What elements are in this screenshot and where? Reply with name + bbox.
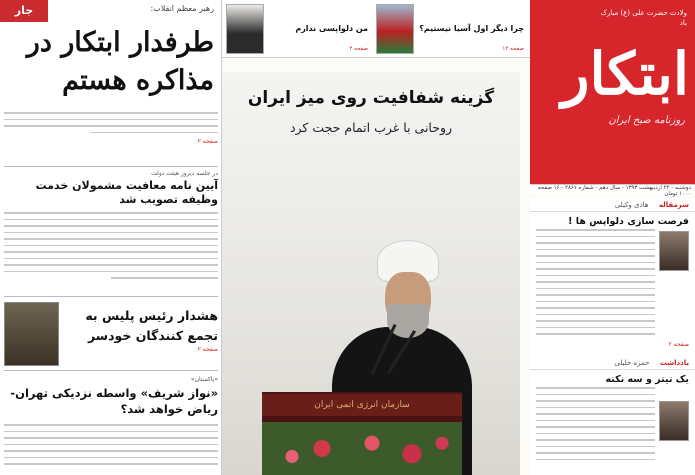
newspaper-logo[interactable]: ابتکار bbox=[561, 40, 689, 108]
lead-headline[interactable]: طرفدار ابتکار در مذاکره هستم bbox=[26, 27, 214, 96]
teaser-right[interactable] bbox=[376, 4, 526, 54]
story-conscription[interactable] bbox=[4, 170, 218, 207]
right-column bbox=[530, 198, 695, 475]
hero-story[interactable] bbox=[222, 72, 520, 475]
text-lines bbox=[536, 229, 655, 341]
byline: هادی وکیلی bbox=[614, 201, 649, 209]
story-kicker: «پاکستان» bbox=[190, 376, 218, 383]
lead-page-ref[interactable]: صفحه ۲ bbox=[197, 138, 218, 145]
story-title[interactable]: «نواز شریف» واسطه نزدیکی تهران-ریاض خواهد شد؟ bbox=[10, 386, 218, 416]
note-header bbox=[530, 356, 695, 370]
editorial-body bbox=[536, 229, 689, 341]
masthead bbox=[530, 0, 695, 190]
lead-supra: رهبر معظم انقلاب: bbox=[150, 4, 214, 13]
section-label: سرمقاله bbox=[658, 201, 689, 209]
police-chief-photo bbox=[4, 302, 59, 366]
section-label: یادداشت bbox=[659, 359, 689, 367]
teaser-title[interactable]: چرا دیگر اول آسیا نیستیم؟ bbox=[419, 24, 524, 33]
editorial-page-ref[interactable]: صفحه ۲ bbox=[668, 341, 689, 348]
story-conscription-body bbox=[4, 212, 218, 290]
editorial-title[interactable]: فرصت سازی دلواپس ها ! bbox=[568, 216, 689, 227]
teaser-left[interactable] bbox=[226, 4, 376, 54]
divider bbox=[4, 296, 218, 297]
teaser-page-ref: صفحه ۲ bbox=[349, 46, 368, 52]
lead-body bbox=[4, 112, 218, 156]
editorial-header bbox=[530, 198, 695, 212]
story-kicker: در جلسه دیروز هیئت دولت bbox=[151, 170, 218, 177]
teaser-title[interactable]: من دلواپسی ندارم bbox=[295, 24, 368, 33]
note-title[interactable]: یک تیتر و سه نکته bbox=[605, 374, 689, 385]
story-page-ref[interactable]: صفحه ۲ bbox=[197, 346, 218, 353]
story-pakistan-body bbox=[4, 424, 218, 474]
teaser-page-ref: صفحه ۱۲ bbox=[502, 46, 524, 52]
hero-headline[interactable]: گزینه شفافیت روی میز ایران bbox=[247, 88, 495, 108]
byline: حمزه خلیلی bbox=[614, 359, 650, 367]
teaser-photo bbox=[226, 4, 264, 54]
left-column bbox=[0, 0, 222, 475]
teaser-photo bbox=[376, 4, 414, 54]
story-title[interactable]: آیین نامه معافیت مشمولان خدمت وظیفه تصویب شد bbox=[35, 179, 218, 206]
note-body bbox=[536, 387, 689, 475]
story-pakistan[interactable] bbox=[4, 376, 218, 417]
story-title[interactable]: هشدار رئیس پلیس به تجمع کنندگان خودسر bbox=[85, 308, 218, 343]
podium-sign: سازمان انرژی اتمی ایران bbox=[262, 394, 462, 416]
dateline: دوشنبه - ۲۲ اردیبهشت ۱۳۹۳ - سال دهم - شماره ۲۸۶۱ - ۱۶ صفحه ۱۰۰۰ تومان bbox=[530, 184, 695, 194]
author-photo bbox=[659, 231, 689, 271]
hero-photo bbox=[232, 72, 512, 475]
top-teaser-strip bbox=[222, 0, 530, 58]
text-lines bbox=[536, 387, 655, 475]
story-police[interactable] bbox=[62, 306, 218, 353]
divider bbox=[4, 370, 218, 371]
masthead-slogan: ولادت حضرت علی (ع) مبارک باد bbox=[600, 9, 687, 27]
divider bbox=[4, 166, 218, 167]
author-photo bbox=[659, 401, 689, 441]
masthead-subtitle: روزنامه صبح ایران bbox=[608, 115, 685, 126]
section-badge: جار bbox=[0, 0, 48, 22]
beard bbox=[387, 304, 429, 338]
hero-subhead: روحانی با غرب اتمام حجت کرد bbox=[289, 120, 453, 135]
flowers bbox=[262, 422, 462, 475]
